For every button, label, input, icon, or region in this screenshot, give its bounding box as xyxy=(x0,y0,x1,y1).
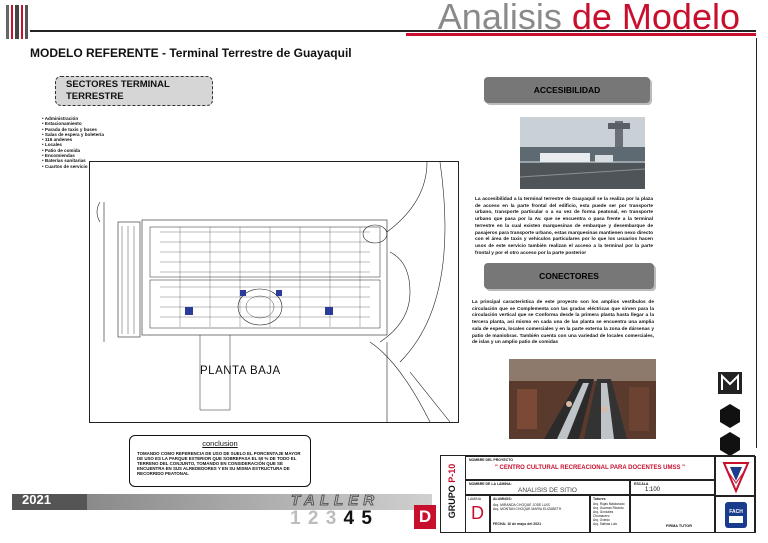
fach-logo xyxy=(715,496,756,533)
list-item: • Baterías sanitarias xyxy=(42,158,86,164)
accesibilidad-title: ACCESIBILIDAD xyxy=(484,77,650,103)
page-subtitle: MODELO REFERENTE - Terminal Terrestre de Guayaquil xyxy=(30,46,352,60)
sectors-title-box xyxy=(55,76,213,106)
escala-cell: ESCALA 1:100 xyxy=(630,480,715,495)
letter-cell: LAMINA D xyxy=(465,495,490,533)
year-label: 2021 xyxy=(22,492,51,507)
hex-icon xyxy=(720,404,740,428)
conclusion-box xyxy=(129,435,311,487)
list-item: • Patio de comida xyxy=(42,147,81,153)
grupo-column xyxy=(441,456,463,532)
right-decorations xyxy=(708,360,752,465)
umss-logo xyxy=(715,456,756,496)
right-rule xyxy=(756,38,757,448)
conclusion-title: conclusion xyxy=(202,439,238,448)
sectors-title: SECTORES TERMINAL TERRESTRE xyxy=(66,79,170,102)
taller-label: TALLER xyxy=(291,492,380,509)
access-roads xyxy=(363,162,450,422)
conectores-title: CONECTORES xyxy=(484,263,654,289)
list-item: • Estacionamiento xyxy=(42,121,82,127)
accesibilidad-text: La accesibilidad a la terminal terrestre de Guayaquil se la realiza por la plaza de acceso en la parte frontal del edificio, esta puede ser por transporte urbano, transporte particular o a su vez de forma peatonal, en transporte urbano que pasa por la Av. que se encuentra o pasa frente a la terminal terrestre en la cual existen marquesinas de embarque y desembarque de pasajeros para transporte urbano, estas marquesinas mantienen nexo directo con el área de taxis y vehículos particulares por lo que los usuarios hacen usos de este servicio también realizan el acceso a la terminal por la parte frontal y por el otro acceso por la parte posterior xyxy=(475,197,653,256)
list-item: • Administración xyxy=(42,116,79,121)
conectores-photo xyxy=(509,359,656,439)
page-title: Analisis de Modelo xyxy=(437,0,740,37)
floor-plan-frame xyxy=(89,161,459,423)
list-item: • Parada de taxis y buses xyxy=(42,126,97,132)
conclusion-text: TOMANDO COMO REFERENCIA DE USO DE SUELO EL PORCENTAJE MAYOR DE USO ES LA PARQUE EXTERIOR QUE SOBREPASA EL 50 % DE TODO EL TERRENO DEL CONJUNTO, TOMANDO EN CONSIDERACIÓN QUE SE ENCUENTRA EN SUS ALREDEDORES Y EN SU MISMA ESTRUCTURA DE RECORRIDO PEATONAL xyxy=(137,451,301,477)
plan-label: PLANTA BAJA xyxy=(200,365,281,377)
floor-plan-drawing xyxy=(90,162,460,424)
title-block xyxy=(440,455,755,533)
alumnos-cell: ALUMNOS: Arq. MIRANDA CHOQUE JOSE LUIS Arq. MONTAN CHOQUE MARIA ELIZABETH FECHA: 10 de mayo del 2021 xyxy=(490,495,590,533)
list-item: • Cuartos de servicio xyxy=(42,163,88,169)
list-item: • Encomiendas xyxy=(42,153,75,159)
list-item: • Salas de espera y boletería xyxy=(42,131,104,137)
conectores-text: La principal característica de este proyecto son los amplios vestíbulos de circulación que se Complementa con las gradas eléctricas que sirven para la circulación vertical que se Conforma desde la primera planta hasta llegar a la tercera planta, asi mismo en cada una de las planta se encuentra una amplia sala de espera, locales comerciales y en la parte externa la zona de dársenas y patio de maniobras. También cuenta con una variedad de locales comerciales, de islas y un amplio patio de comidas xyxy=(472,300,654,346)
level-badge: D xyxy=(414,505,436,529)
grupo-label: GRUPO P-10 xyxy=(447,463,457,519)
tutores-cell: Tutores Arq. Rojas Maldonado Arq. Guzman Ricardo Arq. Gonzales Chumacero Arq. Oviedo Arq. Salinas Luis xyxy=(590,495,630,533)
level-numbers: 1 2 3 4 5 xyxy=(290,508,373,529)
list-item: • 116 andenes xyxy=(42,137,73,143)
firma-cell: FIRMA TUTOR xyxy=(630,495,715,533)
main-building xyxy=(142,220,387,335)
bus-parking-left xyxy=(97,202,140,342)
list-item: • Locales xyxy=(42,142,62,148)
project-cell: NOMBRE DEL PROYECTO " CENTRO CULTURAL RECREACIONAL PARA DOCENTES UMSS " xyxy=(465,456,715,480)
lamina-cell: NOMBRE DE LA LAMINA: ANALISIS DE SITIO xyxy=(465,480,630,495)
svg-text:FACH: FACH xyxy=(729,509,743,515)
accesibilidad-photo xyxy=(520,117,645,189)
